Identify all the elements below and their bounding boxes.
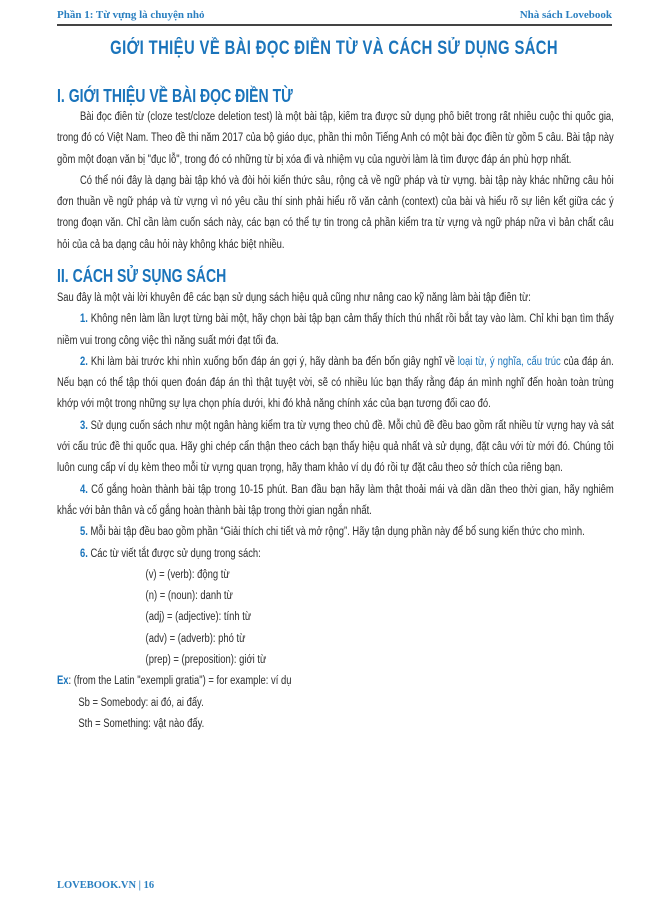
paragraph: Bài đọc điền từ (cloze test/cloze deletion test) là một bài tập, kiểm tra được sử dụng phổ biết trong rất nhiều cuộc thi quốc gia, trong đó có Việt Nam. Theo đề thi năm 2017 của bộ giáo dục, phần thi môn Tiếng Anh có một bài đọc điền từ gồm 5 câu. Bài tập này gồm một đoạn văn bị "đục lỗ", trong đó có những từ bị xóa đi và nhiệm vụ của người làm là tìm được đáp án phù hợp nhất. [57,111,614,166]
abbreviation: Sb = Somebody: ai đó, ai đấy. [78,696,204,709]
header-chapter: Phần 1: Từ vựng là chuyện nhỏ [57,9,205,21]
section-2-body [57,288,614,735]
section-2-heading: II. CÁCH SỬ SỤNG SÁCH [57,266,227,286]
list-item: 2. Khi làm bài trước khi nhìn xuống bốn đáp án gợi ý, hãy dành ba đến bốn giây nghĩ về loại từ, ý nghĩa, cấu trúc của đáp án. Nếu bạn có thể tập thói quen đoán đáp án thì thật tuyệt vời, sẽ có nhiều lúc bạn thấy rằng đáp án mình nghĩ đến hoàn toàn trùng khớp với một trong những sự lựa chọn phía dưới, khi đó khả năng chính xác của bạn tương đối cao đó. [57,355,614,411]
list-item: 3. Sử dụng cuốn sách như một ngân hàng kiểm tra từ vựng theo chủ đề. Mỗi chủ đề đều bao gồm rất nhiều từ vựng hay và sát với cấu trúc đề thi quốc qua. Hãy ghi chép cẩn thận theo cách bạn thấy hiệu quả nhất và sử dụng, đặt câu với từ mới đó. Chúng tôi luôn cung cấp ví dụ kèm theo mỗi từ vựng quan trọng, hãy tham khảo ví dụ đó rồi tự đặt câu theo sở thích của riêng bạn. [57,419,614,475]
section-1-body [57,107,614,256]
list-item: 4. Cố gắng hoàn thành bài tập trong 10-15 phút. Ban đầu bạn hãy làm thật thoải mái và dần dần theo thời gian, hãy nghiêm khắc với bản thân và cố gắng hoàn thành bài tập trong thời gian ngắn nhất. [57,483,614,517]
list-item: 5. Mỗi bài tập đều bao gồm phần “Giải thích chi tiết và mở rộng”. Hãy tận dụng phần này để bổ sung kiến thức cho mình. [79,526,585,539]
abbreviation: (prep) = (preposition): giới từ [145,654,267,667]
page-footer: LOVEBOOK.VN | 16 [57,880,155,891]
highlight: loại từ, ý nghĩa, cấu trúc [457,355,561,368]
abbreviation: (adv) = (adverb): phó từ [145,632,246,645]
list-item: 6. Các từ viết tắt được sử dụng trong sách: [79,547,261,560]
abbreviation: Sth = Something: vật nào đấy. [78,717,205,730]
running-header [57,8,612,26]
header-publisher: Nhà sách Lovebook [519,9,612,21]
paragraph: Có thể nói đây là dạng bài tập khó và đòi hỏi kiến thức sâu, rộng cả về ngữ pháp và từ vựng. bài tập này khác những câu hỏi đơn thuần về ngữ pháp và từ vựng vì nó yêu cầu thí sinh phải hiểu rõ văn cảnh (context) của bài và hiểu rõ sự liên kết giữa các ý trong đoạn văn. Chỉ cần làm cuốn sách này, các bạn có thể tự tin trong cả phần kiểm tra từ vựng và ngữ pháp nữa vì bản chất câu hỏi của cả ba dạng câu hỏi này không khác biệt nhiều. [57,174,614,251]
section-1-heading: I. GIỚI THIỆU VỀ BÀI ĐỌC ĐIỀN TỪ [57,86,293,106]
page-title: GIỚI THIỆU VỀ BÀI ĐỌC ĐIỀN TỪ VÀ CÁCH SỬ DỤNG SÁCH [110,38,558,59]
abbreviation: (n) = (noun): danh từ [145,590,233,603]
intro: Sau đây là một vài lời khuyên để các bạn sử dụng sách hiệu quả cũng như nâng cao kỹ năng làm bài tập điền từ: [57,292,531,304]
example-line: Ex: (from the Latin "exempli gratia") = for example: ví dụ [57,675,292,688]
abbreviation: (v) = (verb): động từ [145,568,230,581]
list-item: 1. Không nên làm lần lượt từng bài một, hãy chọn bài tập bạn cảm thấy thích thú nhất rồi bắt tay vào làm. Chỉ khi bạn tìm thấy niềm vui trong công việc thì năng suất mới đạt tối đa. [57,313,614,347]
abbreviation: (adj) = (adjective): tính từ [145,611,252,624]
